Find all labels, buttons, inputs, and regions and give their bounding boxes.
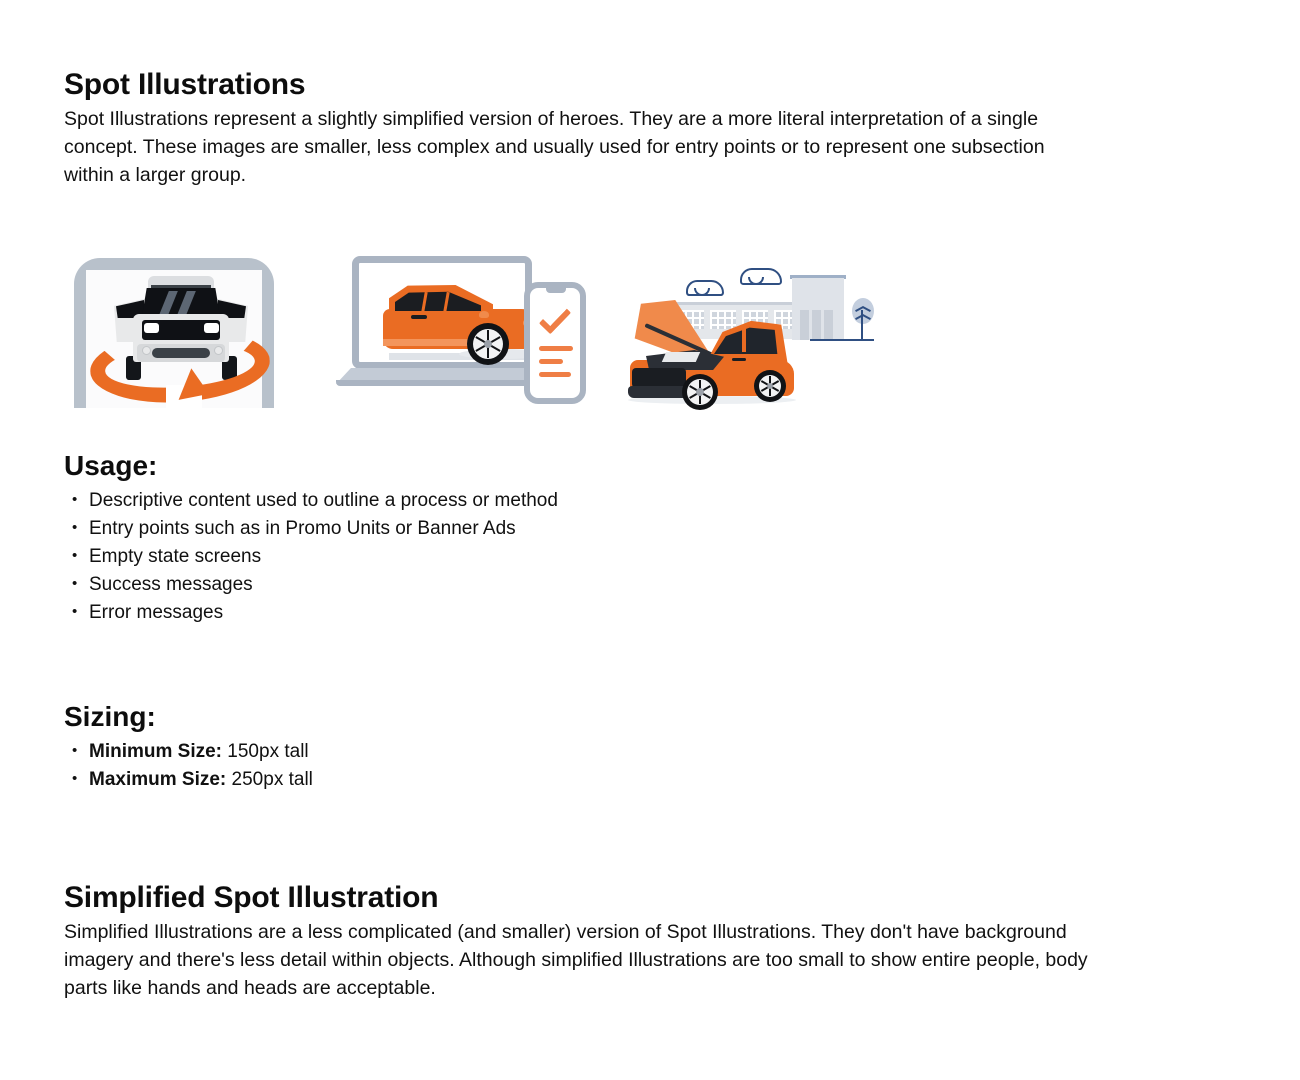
arch-top-tab: [150, 258, 198, 270]
hatchback-window-pillar: [742, 326, 746, 352]
building-door-panel-1: [800, 310, 809, 340]
list-item: • Entry points such as in Promo Units or Banner Ads: [64, 515, 558, 543]
building-door-panel-3: [824, 310, 833, 340]
windshield-glare-1: [159, 291, 178, 315]
sizing-value: 150px tall: [227, 741, 309, 762]
phone-notch: [546, 288, 566, 293]
orange-hatchback-graphic: [624, 300, 800, 405]
hatchback-grille: [632, 368, 686, 388]
phone-list-line-3: [539, 372, 571, 377]
front-wheel-hub-cap: [696, 388, 704, 396]
laptop-screen-frame: [352, 256, 532, 369]
list-item: • Empty state screens: [64, 543, 558, 571]
simplified-title: Simplified Spot Illustration: [64, 881, 439, 914]
sizing-label: Minimum Size:: [89, 741, 223, 762]
hatchback-door-handle: [732, 358, 746, 361]
building-door-panel-2: [812, 310, 821, 340]
sizing-list: [64, 738, 313, 794]
laptop-phone-listing-illustration: [334, 256, 590, 408]
spot-description: Spot Illustrations represent a slightly simplified version of heroes. They are a more literal interpretation of a single concept. These images are smaller, less complex and usually used for entry points or to represent one subsection within a larger group.: [64, 108, 1045, 186]
phone-list-line-2: [539, 359, 563, 364]
engine-component: [662, 352, 700, 362]
usage-list: [64, 487, 558, 627]
page-title: Spot Illustrations: [64, 68, 306, 101]
rear-wheel-hub-cap: [767, 383, 773, 389]
list-item: [64, 738, 313, 766]
front-wheel-rim: [687, 379, 713, 405]
hatchback-windows: [714, 326, 780, 354]
phone-list-line-1: [539, 346, 573, 351]
sedan-wheel-rim: [473, 329, 503, 359]
list-item: • Error messages: [64, 599, 558, 627]
phone-device: [524, 282, 586, 404]
sizing-value: 250px tall: [231, 769, 313, 790]
ground-line: [810, 339, 874, 341]
sedan-door-handle: [411, 315, 427, 319]
list-item: [64, 766, 313, 794]
suv-roof-line: [151, 285, 211, 288]
dealership-service-illustration: [624, 258, 874, 408]
windshield-glare-2: [177, 291, 196, 315]
cloud-icon-left: [686, 280, 724, 296]
sizing-label: Maximum Size:: [89, 769, 227, 790]
list-item: • Descriptive content used to outline a process or method: [64, 487, 558, 515]
rear-wheel-rim: [759, 375, 781, 397]
suv-windshield: [142, 288, 220, 316]
sizing-heading: Sizing:: [64, 701, 156, 732]
sedan-wheel-hub-cap: [484, 340, 492, 348]
list-item: • Success messages: [64, 571, 558, 599]
simplified-description: Simplified Illustrations are a less complicated (and smaller) version of Spot Illustrations. They don't have background imagery and there's less detail within objects. Although simplified Illustrations are too small to show entire people, body parts like hands and heads are acceptable.: [64, 921, 1088, 999]
hatchback-front-wheel: [682, 374, 718, 410]
sedan-wheel: [467, 323, 509, 365]
laptop-base-edge: [336, 380, 550, 386]
checkmark-icon: [539, 302, 571, 335]
usage-heading: Usage:: [64, 450, 158, 481]
cloud-icon-right: [740, 268, 782, 285]
sedan-mirror: [479, 311, 489, 318]
hatchback-rear-wheel: [754, 370, 786, 402]
vehicle-360-spin-illustration: [66, 252, 302, 410]
